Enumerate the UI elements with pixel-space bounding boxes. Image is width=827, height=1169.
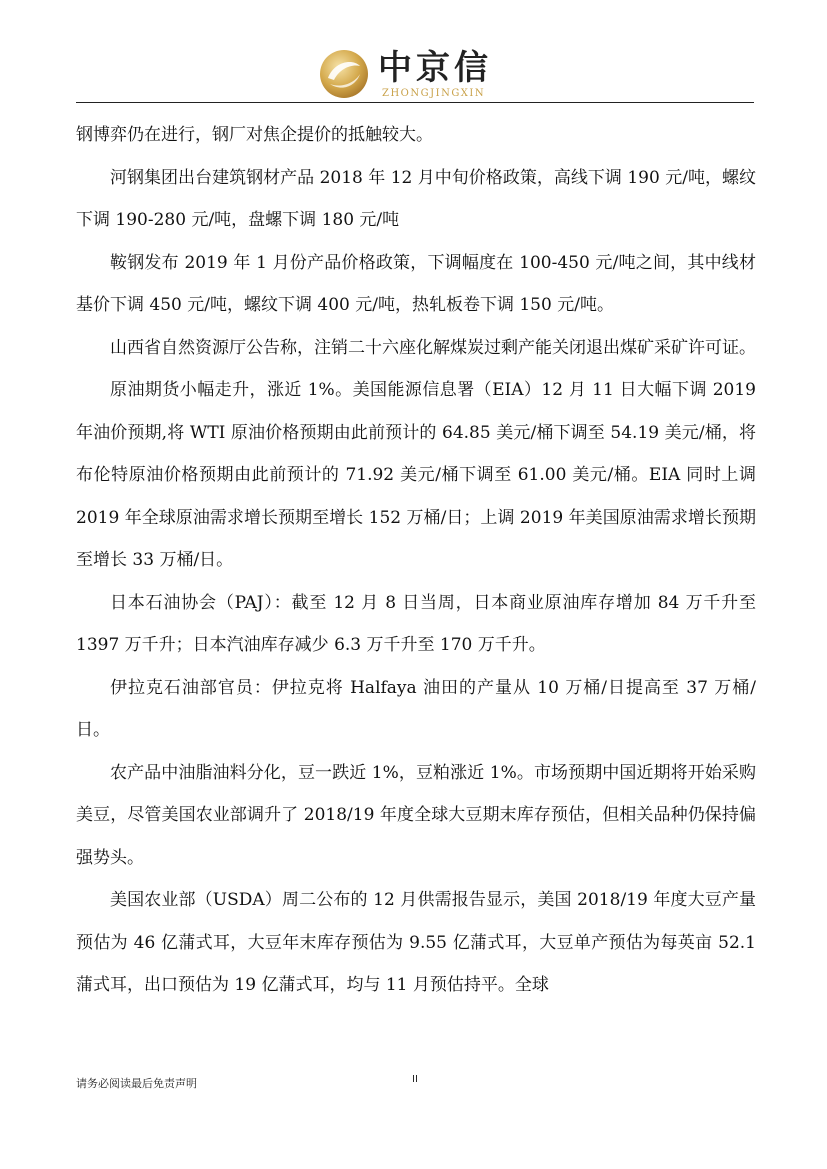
logo-pinyin: ZHONGJINGXIN	[382, 88, 486, 99]
page-number: II	[412, 1074, 418, 1085]
paragraph: 农产品中油脂油料分化，豆一跌近 1%，豆粕涨近 1%。市场预期中国近期将开始采购美豆，尽管美国农业部调升了 2018/19 年度全球大豆期末库存预估，但相关品种仍保持偏强势头。	[76, 762, 756, 868]
paragraph: 钢博弈仍在进行，钢厂对焦企提价的抵触较大。	[76, 125, 433, 145]
document-body	[76, 114, 756, 1007]
footer-disclaimer: 请务必阅读最后免责声明	[76, 1077, 197, 1090]
paragraph: 美国农业部（USDA）周二公布的 12 月供需报告显示，美国 2018/19 年度大豆产量预估为 46 亿蒲式耳，大豆年末库存预估为 9.55 亿蒲式耳，大豆单产预估为每英亩 52.1 蒲式耳，出口预估为 19 亿蒲式耳，均与 11 月预估持平。全球	[76, 890, 756, 995]
paragraph: 原油期货小幅走升，涨近 1%。美国能源信息署（EIA）12 月 11 日大幅下调 2019 年油价预期,将 WTI 原油价格预期由此前预计的 64.85 美元/桶下调至 54.19 美元/桶，将布伦特原油价格预期由此前预计的 71.92 美元/桶下调至 61.00 美元/桶。EIA 同时上调 2019 年全球原油需求增长预期至增长 152 万桶/日；上调 2019 年美国原油需求增长预期至增长 33 万桶/日。	[76, 380, 756, 570]
paragraph: 河钢集团出台建筑钢材产品 2018 年 12 月中旬价格政策，高线下调 190 元/吨，螺纹下调 190-280 元/吨，盘螺下调 180 元/吨	[76, 167, 756, 230]
page-header	[0, 40, 827, 102]
paragraph: 山西省自然资源厅公告称，注销二十六座化解煤炭过剩产能关闭退出煤矿采矿许可证。	[110, 337, 756, 358]
header-divider	[76, 102, 754, 103]
logo-name: 中京信	[378, 48, 492, 88]
paragraph: 日本石油协会（PAJ）：截至 12 月 8 日当周，日本商业原油库存增加 84 万千升至 1397 万千升；日本汽油库存减少 6.3 万千升至 170 万千升。	[76, 592, 756, 655]
paragraph: 伊拉克石油部官员：伊拉克将 Halfaya 油田的产量从 10 万桶/日提高至 37 万桶/日。	[76, 677, 756, 740]
gold-swirl-logo-icon	[318, 48, 370, 100]
paragraph: 鞍钢发布 2019 年 1 月份产品价格政策，下调幅度在 100-450 元/吨之间，其中线材基价下调 450 元/吨，螺纹下调 400 元/吨，热轧板卷下调 150 元/吨。	[76, 252, 756, 315]
